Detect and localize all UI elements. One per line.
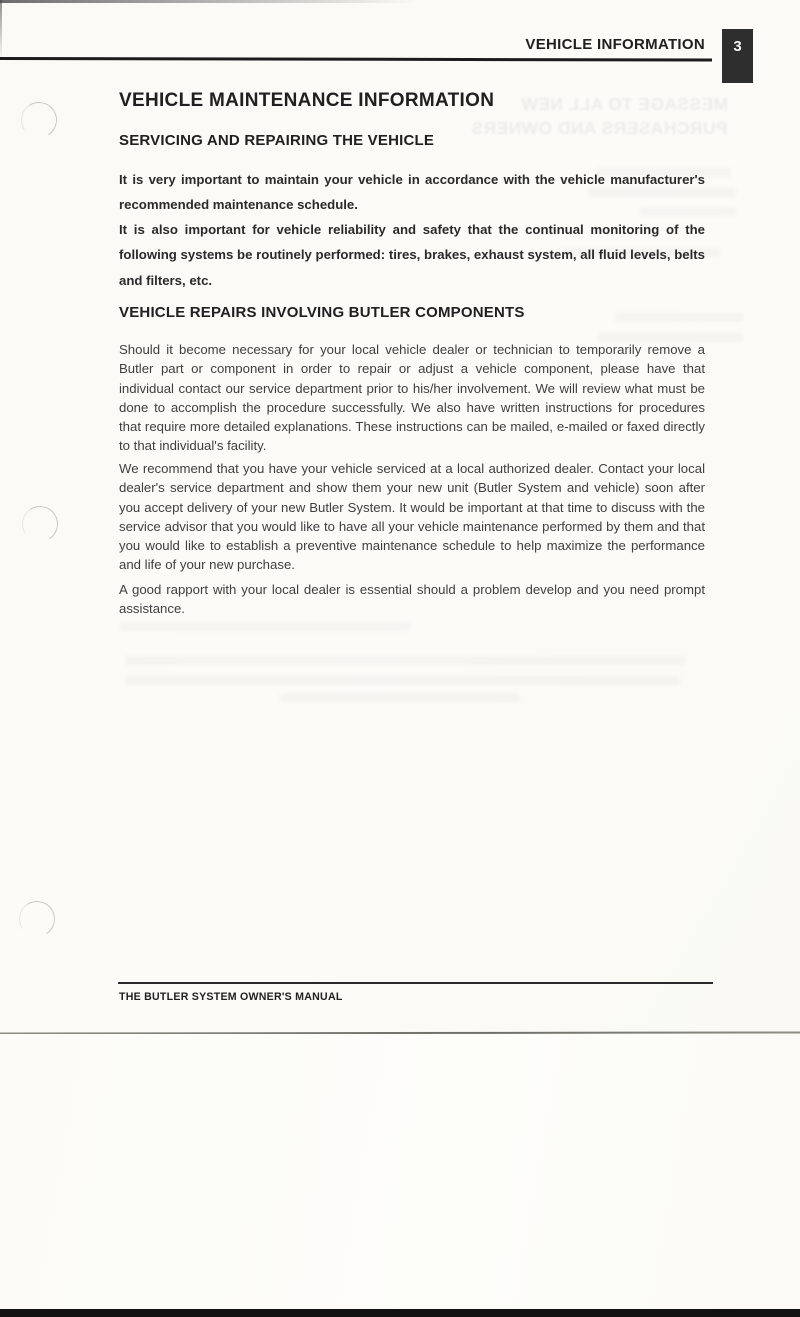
punch-hole-3	[16, 898, 59, 941]
page-number-box	[722, 29, 753, 83]
body-paragraph-2: We recommend that you have your vehicle serviced at a local authorized dealer. Contact your local dealer's service department and show them your new unit (Butler System and vehicle) soon after you accept delivery of your new Butler System. It would be important at that time to discuss with the service advisor that you would like to have all your vehicle maintenance performed by them and that you would like to establish a preventive maintenance schedule to help maximize the performance and life of your new purchase.	[119, 461, 705, 573]
showthrough-heading-line-1: MESSAGE TO ALL NEW	[520, 94, 728, 114]
punch-hole-1	[18, 99, 61, 142]
showthrough-artifact	[280, 693, 520, 702]
scanner-bed-strip	[0, 1309, 800, 1317]
bold-paragraph-1: It is very important to maintain your vehicle in accordance with the vehicle manufacturer's recommended maintenance schedule.	[119, 172, 705, 213]
running-header-title: VEHICLE INFORMATION	[525, 36, 705, 53]
bold-paragraph-2: It is also important for vehicle reliability and safety that the continual monitoring of the following systems be routinely performed: tires, brakes, exhaust system, all fluid levels, belts and filters, etc.	[119, 222, 705, 288]
page-title: VEHICLE MAINTENANCE INFORMATION	[119, 90, 495, 111]
next-page-blank	[0, 1034, 800, 1309]
showthrough-artifact	[125, 676, 680, 685]
showthrough-artifact	[125, 656, 685, 665]
body-paragraph-1: Should it become necessary for your local vehicle dealer or technician to temporarily remove a Butler part or component in order to repair or adjust a vehicle component, please have that individual contact our service department prior to his/her involvement. We will review what must be done to accomplish the procedure successfully. We also have written instructions for procedures that require more detailed explanations. These instructions can be mailed, e-mailed or faxed directly to that individual's facility.	[119, 342, 705, 454]
showthrough-artifact	[615, 313, 743, 322]
footer-text: THE BUTLER SYSTEM OWNER'S MANUAL	[119, 991, 343, 1003]
scan-edge-artifact-left	[0, 0, 2, 60]
showthrough-artifact	[120, 622, 410, 631]
section-heading-servicing: SERVICING AND REPAIRING THE VEHICLE	[119, 132, 435, 149]
header-rule	[0, 57, 712, 61]
page-number: 3	[733, 38, 742, 55]
footer-rule	[118, 982, 713, 984]
scan-edge-artifact-top	[0, 0, 420, 3]
body-paragraph-3: A good rapport with your local dealer is essential should a problem develop and you need prompt assistance.	[119, 582, 705, 617]
section-heading-repairs: VEHICLE REPAIRS INVOLVING BUTLER COMPONENTS	[119, 304, 525, 321]
showthrough-heading-line-2: PURCHASERS AND OWNERS	[471, 118, 728, 138]
punch-hole-2	[19, 503, 62, 546]
